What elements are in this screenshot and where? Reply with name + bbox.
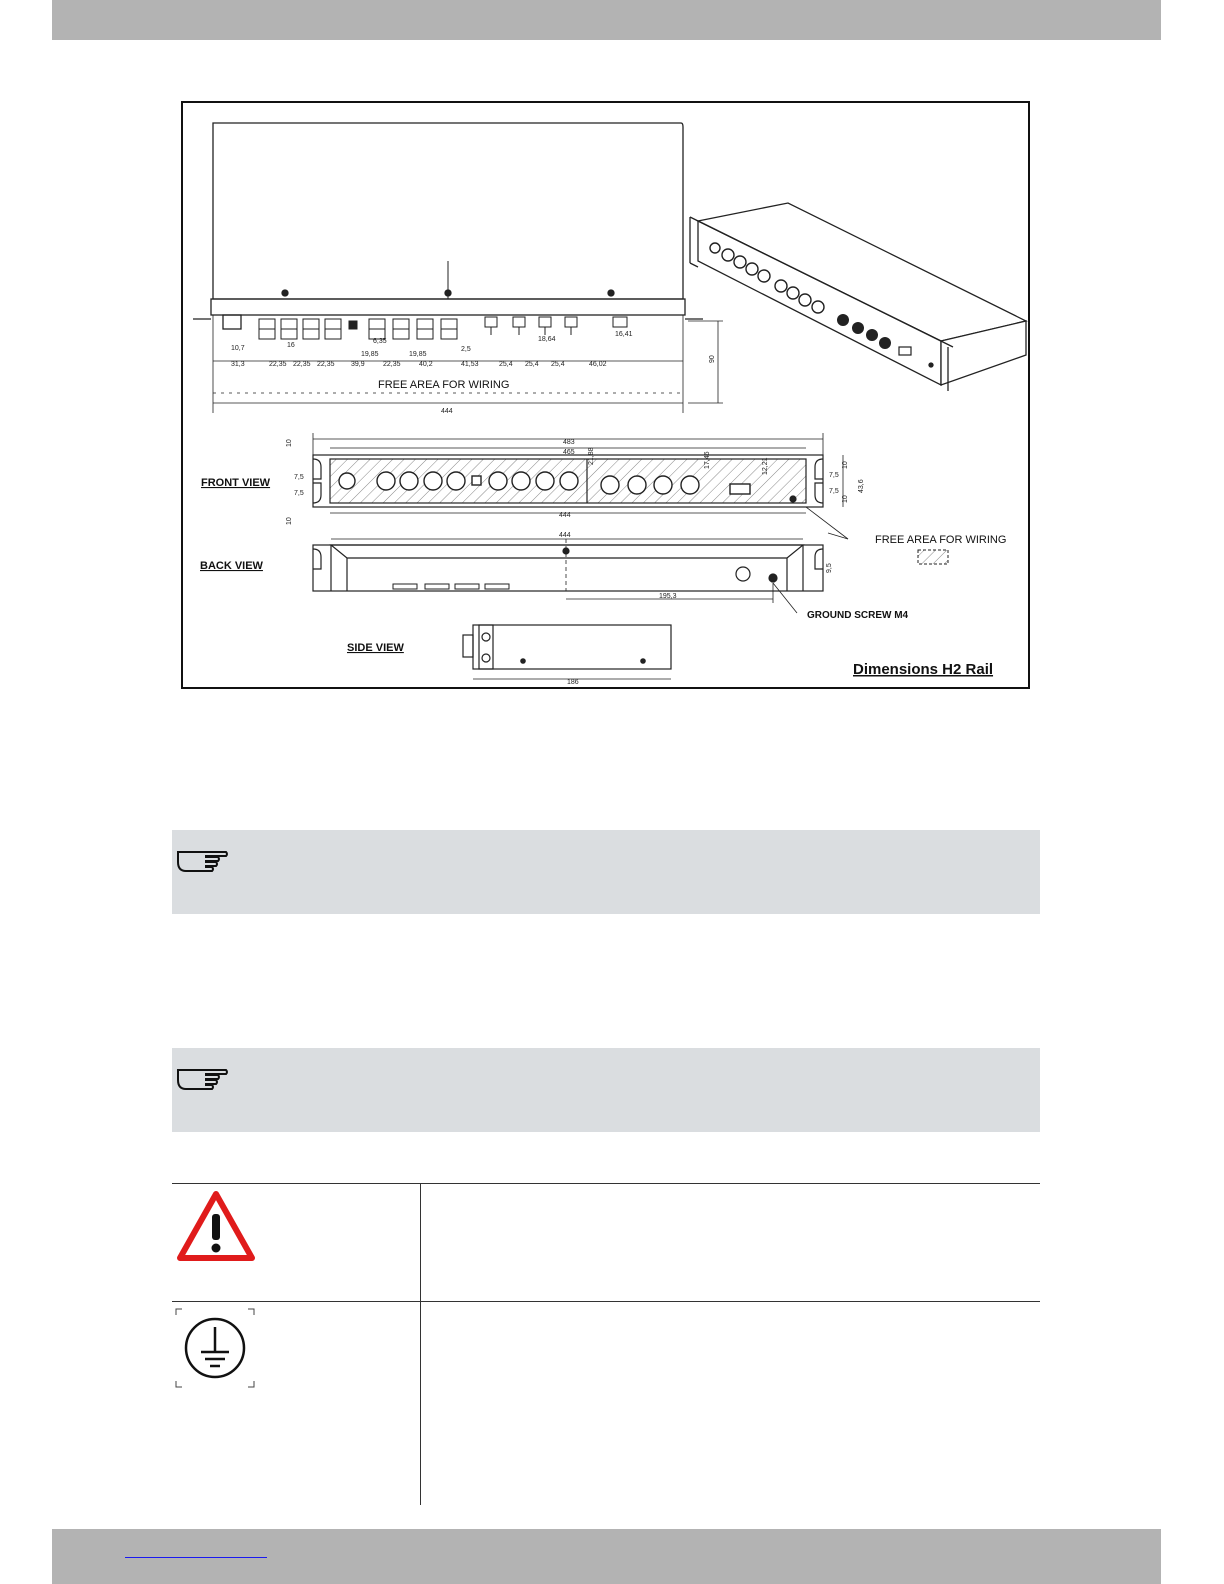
free-area-legend-label: FREE AREA FOR WIRING: [875, 534, 1007, 546]
dim-12-21: 12,21: [762, 457, 769, 475]
dim-465: 465: [563, 449, 575, 456]
dim-22-35-d: 22,35: [383, 361, 401, 368]
warning-triangle-icon: [176, 1190, 256, 1262]
dim-46-02: 46,02: [589, 361, 607, 368]
dim-22-35-c: 22,35: [317, 361, 335, 368]
front-view-label: FRONT VIEW: [201, 477, 271, 489]
dim-444-back: 444: [559, 532, 571, 539]
dim-7-5-a: 7,5: [294, 474, 304, 481]
footer-link-underline[interactable]: [125, 1557, 267, 1558]
isometric-view-drawing: [690, 203, 1026, 391]
note-box-1: [172, 830, 1040, 914]
dim-10-left-top: 10: [286, 439, 293, 447]
free-area-legend-swatch: [918, 550, 948, 564]
dim-10-right-bottom: 10: [842, 495, 849, 503]
dim-10-right-top: 10: [842, 461, 849, 469]
figure-caption: Dimensions H2 Rail: [853, 661, 994, 678]
dim-25-4-b: 25,4: [525, 361, 539, 368]
dim-7-5-b: 7,5: [294, 490, 304, 497]
dim-18-64: 18,64: [538, 336, 556, 343]
dim-21-88: 21,88: [588, 447, 595, 465]
front-view-drawing: [313, 433, 848, 539]
dim-2-5: 2,5: [461, 346, 471, 353]
dim-19-85-b: 19,85: [409, 351, 427, 358]
pointing-hand-icon: [172, 1060, 230, 1096]
free-area-label-top: FREE AREA FOR WIRING: [378, 379, 510, 391]
note-box-2: [172, 1048, 1040, 1132]
dim-19-85-a: 19,85: [361, 351, 379, 358]
table-middle-rule: [172, 1301, 1040, 1302]
dim-7-5-d: 7,5: [829, 488, 839, 495]
dim-25-4-c: 25,4: [551, 361, 565, 368]
page-header-bar: [52, 0, 1161, 40]
dim-186: 186: [567, 679, 579, 686]
top-view-dimensions: [231, 331, 716, 415]
dim-6-35: 6,35: [373, 338, 387, 345]
dim-444-top: 444: [441, 408, 453, 415]
dim-16: 16: [287, 342, 295, 349]
dimensions-drawing: [183, 103, 1028, 687]
back-view-drawing: [313, 539, 823, 613]
dim-483: 483: [563, 439, 575, 446]
table-top-rule: [172, 1183, 1040, 1184]
top-view-drawing: [193, 123, 723, 413]
dim-22-35-b: 22,35: [293, 361, 311, 368]
dim-444-front: 444: [559, 512, 571, 519]
dim-31-3: 31,3: [231, 361, 245, 368]
dim-90: 90: [709, 355, 716, 363]
side-view-drawing: [463, 625, 671, 679]
dim-39-9: 39,9: [351, 361, 365, 368]
ground-screw-label: GROUND SCREW M4: [807, 610, 909, 621]
dim-195-3: 195,3: [659, 593, 677, 600]
dim-7-5-c: 7,5: [829, 472, 839, 479]
dim-17-46: 17,46: [704, 451, 711, 469]
dim-10-left-bottom: 10: [286, 517, 293, 525]
side-view-label: SIDE VIEW: [347, 642, 404, 654]
dim-10-7: 10,7: [231, 345, 245, 352]
pointing-hand-icon: [172, 842, 230, 878]
dim-25-4-a: 25,4: [499, 361, 513, 368]
dim-41-53: 41,53: [461, 361, 479, 368]
back-view-label: BACK VIEW: [200, 560, 263, 572]
dimensions-figure: [181, 101, 1030, 689]
protective-earth-icon: [174, 1307, 256, 1389]
dim-9-5: 9,5: [826, 563, 833, 573]
dim-40-2: 40,2: [419, 361, 433, 368]
dim-16-41: 16,41: [615, 331, 633, 338]
dim-43-6: 43,6: [858, 479, 865, 493]
table-column-divider: [420, 1183, 421, 1505]
dim-22-35-a: 22,35: [269, 361, 287, 368]
